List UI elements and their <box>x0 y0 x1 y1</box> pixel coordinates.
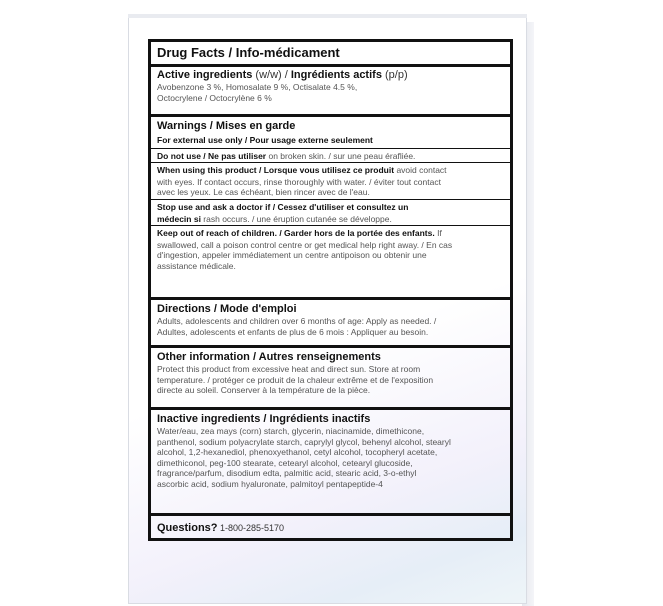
keep-out-line: assistance médicale. <box>157 260 236 271</box>
inactive-ingredients-line: panthenol, sodium polyacrylate starch, caprylyl glycol, behenyl alcohol, stearyl <box>157 436 451 447</box>
inactive-ingredients-section <box>151 407 510 516</box>
directions-line: Adults, adolescents and children over 6 months of age: Apply as needed. / <box>157 316 437 326</box>
stop-use-warning: Stop use and ask a doctor if / Cessez d'utiliser et consultez un <box>157 201 409 212</box>
when-using-line: with eyes. If contact occurs, rinse thoroughly with water. / éviter tout contact <box>157 176 441 187</box>
active-ingredients-heading: Active ingredients (w/w) / Ingrédients actifs (p/p) <box>157 69 408 81</box>
inactive-ingredients-line: ascorbic acid, sodium hyaluronate, palmitoyl pentapeptide-4 <box>157 478 383 489</box>
directions-section <box>151 297 510 348</box>
inactive-ingredients-line: Water/eau, zea mays (corn) starch, glycerin, niacinamide, dimethicone, <box>157 426 425 436</box>
panel-title: Drug Facts / Info-médicament <box>157 45 340 60</box>
other-information-line: Protect this product from excessive heat and direct sun. Store at room <box>157 364 421 374</box>
other-information-section <box>151 345 510 410</box>
drug-facts-panel <box>148 39 513 541</box>
keep-out-line: swallowed, call a poison control centre or get medical help right away. / En cas <box>157 239 453 250</box>
other-information-line: directe au soleil. Conserver à la température de la pièce. <box>157 385 371 396</box>
active-ingredients-line: Avobenzone 3 %, Homosalate 9 %, Octisalate 4.5 %, <box>157 82 358 92</box>
directions-heading: Directions / Mode d'emploi <box>157 303 297 315</box>
directions-line: Adultes, adolescents et enfants de plus de 6 mois : Appliquer au besoin. <box>157 326 429 337</box>
inactive-ingredients-line: dimethiconol, peg-100 stearate, cetearyl alcohol, cetearyl glucoside, <box>157 457 413 468</box>
when-using-line: avec les yeux. Le cas échéant, bien rincer avec de l'eau. <box>157 187 370 198</box>
other-information-heading: Other information / Autres renseignements <box>157 351 381 363</box>
other-information-line: temperature. / protéger ce produit de la chaleur extrême et de l'exposition <box>157 374 434 385</box>
inactive-ingredients-heading: Inactive ingredients / Ingrédients inactifs <box>157 413 371 425</box>
questions-line: Questions? 1-800-285-5170 <box>157 522 285 534</box>
warnings-section <box>151 114 510 300</box>
external-use-warning: For external use only / Pour usage externe seulement <box>157 135 373 145</box>
active-ingredients-line: Octocrylene / Octocrylène 6 % <box>157 92 272 103</box>
active-ingredients-section <box>151 64 510 117</box>
do-not-use-warning: Do not use / Ne pas utiliser on broken skin. / sur une peau érafliée. <box>157 150 416 161</box>
questions-section <box>151 513 510 541</box>
box-top-edge <box>128 14 527 18</box>
keep-out-warning: Keep out of reach of children. / Garder hors de la portée des enfants. If <box>157 228 442 239</box>
title-section <box>151 42 510 64</box>
when-using-warning: When using this product / Lorsque vous utilisez ce produit avoid contact <box>157 165 447 176</box>
keep-out-line: d'ingestion, appeler immédiatement un centre antipoison ou obtenir une <box>157 250 427 261</box>
phone-number: 1-800-285-5170 <box>217 523 285 533</box>
warnings-heading: Warnings / Mises en garde <box>157 120 296 132</box>
inactive-ingredients-line: fragrance/parfum, disodium edta, palmitic acid, stearic acid, 3-o-ethyl <box>157 468 417 479</box>
stop-use-line: médecin si rash occurs. / une éruption cutanée se développe. <box>157 213 392 224</box>
inactive-ingredients-line: alcohol, 1,2-hexanediol, phenoxyethanol, cetyl alcohol, tocopheryl acetate, <box>157 447 438 458</box>
